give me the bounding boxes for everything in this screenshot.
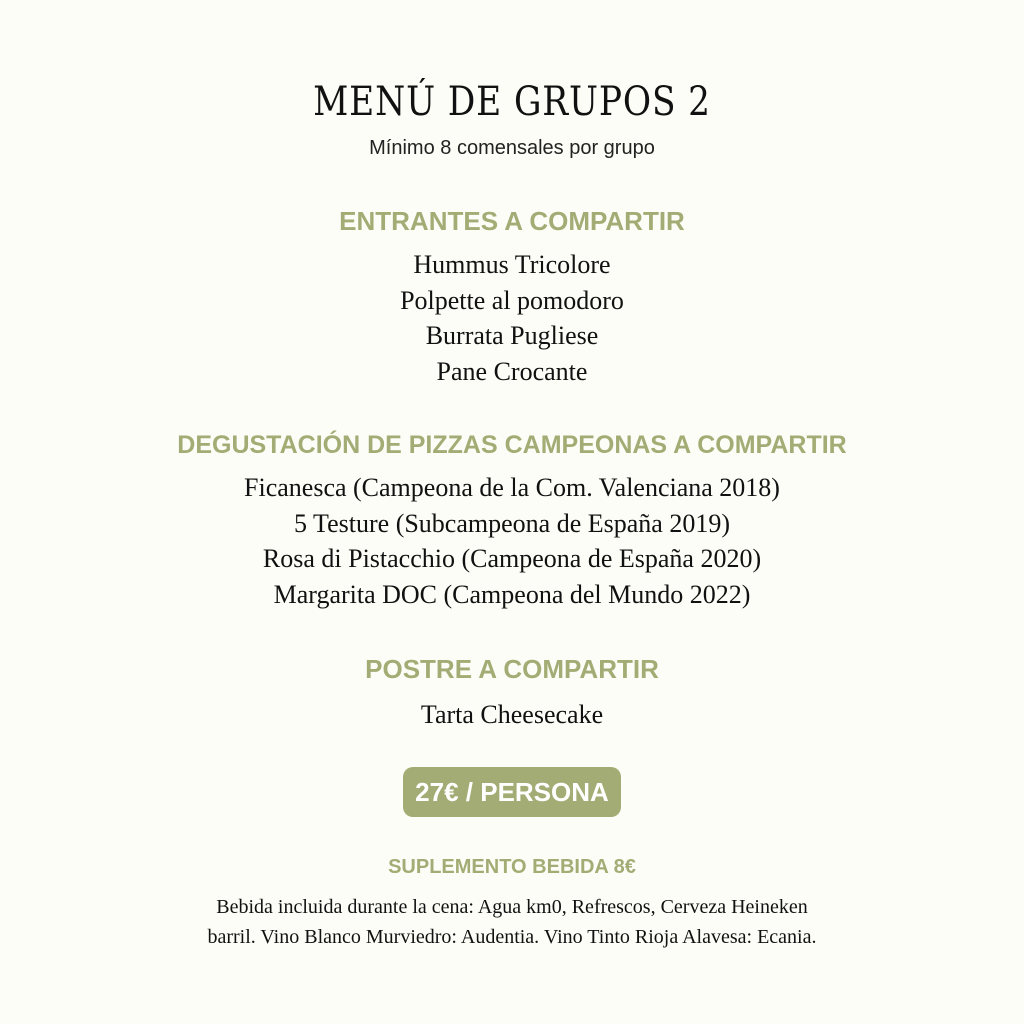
drinks-line: Bebida incluida durante la cena: Agua km0, Refrescos, Cerveza Heineken [216,896,808,918]
entrantes-list [0,247,1024,389]
price-container [0,767,1024,817]
list-item: 5 Testure (Subcampeona de España 2019) [294,508,730,538]
list-item: Ficanesca (Campeona de la Com. Valenciana 2018) [244,473,780,502]
section-heading-postre: POSTRE A COMPARTIR [365,654,659,684]
list-item: Margarita DOC (Campeona del Mundo 2022) [273,579,751,609]
list-item: Hummus Tricolore [413,250,611,279]
list-item: Rosa di Pistacchio (Campeona de España 2020) [262,544,762,573]
list-item: Polpette al pomodoro [400,285,624,315]
section-heading-entrantes: ENTRANTES A COMPARTIR [339,206,685,236]
list-item: Tarta Cheesecake [420,700,604,729]
supplement-heading: SUPLEMENTO BEBIDA 8€ [388,856,636,878]
section-heading-pizzas: DEGUSTACIÓN DE PIZZAS CAMPEONAS A COMPARTIR [177,431,847,459]
menu-subtitle: Mínimo 8 comensales por grupo [369,137,655,159]
postre-list [0,697,1024,733]
drinks-line: barril. Vino Blanco Murviedro: Audentia. Vino Tinto Rioja Alavesa: Ecania. [207,926,817,948]
drinks-description [0,892,1024,952]
pizzas-list [0,470,1024,612]
price-badge: 27€ / PERSONA [403,767,621,817]
menu-title: MENÚ DE GRUPOS 2 [313,79,711,125]
list-item: Pane Crocante [436,356,588,386]
list-item: Burrata Pugliese [425,321,599,350]
